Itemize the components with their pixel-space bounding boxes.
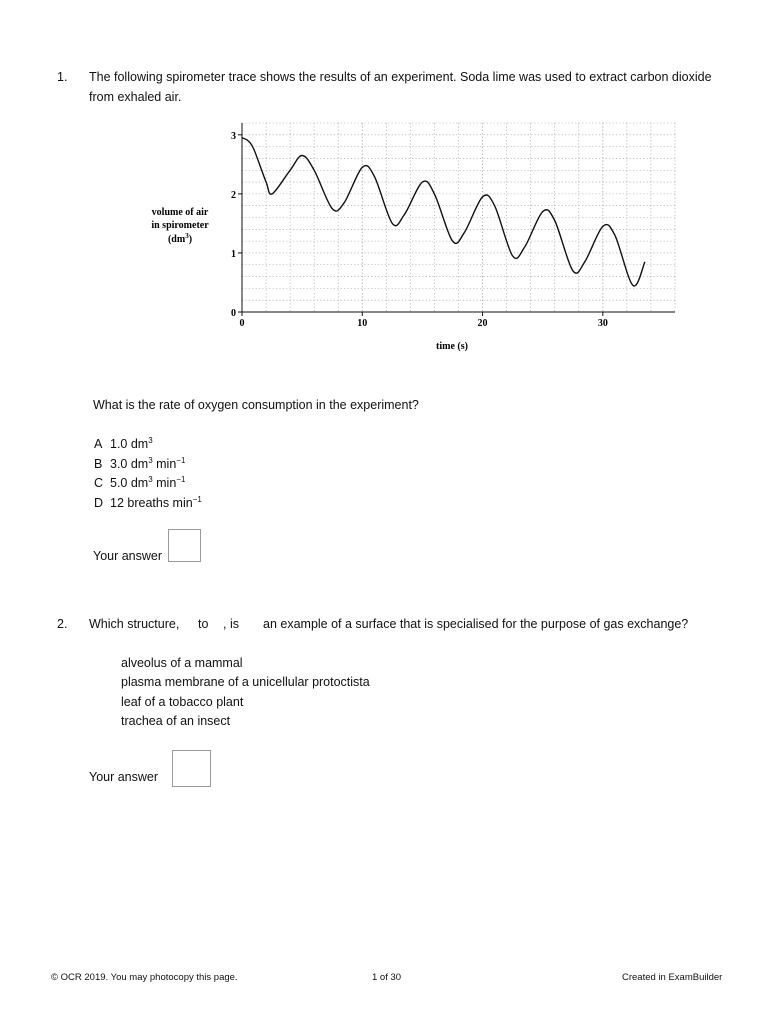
option-letter: C — [94, 476, 104, 490]
option-superscript: 3 — [148, 475, 153, 484]
x-axis-label: time (s) — [436, 341, 468, 352]
y-axis-label — [151, 207, 209, 245]
y-tick-label: 2 — [231, 189, 236, 201]
question-1-answer-box[interactable] — [168, 529, 201, 562]
option-unit: min — [152, 476, 177, 490]
question-1-option-b — [94, 457, 185, 471]
x-tick-label: 30 — [597, 318, 608, 329]
option-superscript: −1 — [176, 456, 186, 465]
chart-ticks — [231, 131, 608, 329]
option-letter: B — [94, 457, 103, 471]
option-value: 5.0 dm — [110, 476, 149, 490]
question-2-answer-box[interactable] — [172, 750, 211, 787]
chart-series — [242, 138, 645, 286]
option-value: 3.0 dm — [110, 457, 149, 471]
option-superscript: 3 — [148, 456, 153, 465]
option-superscript: −1 — [192, 495, 202, 504]
question-1-prompt: What is the rate of oxygen consumption in the experiment? — [93, 398, 419, 412]
option-superscript: 3 — [148, 436, 153, 445]
question-2-option-4: trachea of an insect — [121, 714, 231, 728]
option-letter: D — [94, 496, 104, 510]
question-1-answer-label: Your answer — [93, 549, 163, 563]
footer-credit: Created in ExamBuilder — [622, 972, 723, 983]
question-2-option-1: alveolus of a mammal — [121, 656, 243, 670]
option-letter: A — [94, 437, 103, 451]
x-tick-label: 10 — [357, 318, 368, 329]
question-2-stem-part-4: an example of a surface that is specialised for the purpose of gas exchange? — [263, 617, 689, 631]
spirometer-trace-chart — [130, 115, 690, 365]
y-axis-label-line-2: in spirometer — [151, 220, 209, 231]
question-2-option-3: leaf of a tobacco plant — [121, 695, 244, 709]
question-1-number: 1. — [57, 70, 68, 84]
footer-copyright: © OCR 2019. You may photocopy this page. — [51, 972, 238, 983]
question-2-option-2: plasma membrane of a unicellular protoctista — [121, 675, 370, 689]
option-value: 12 breaths min — [110, 496, 193, 510]
y-axis-label-line-3: $(dm^3)$ — [167, 232, 193, 245]
question-2-stem-part-3: , is — [223, 617, 239, 631]
question-1-option-a — [94, 437, 153, 451]
y-axis-label-line-1: volume of air — [151, 207, 209, 218]
question-2-stem-part-2: to — [198, 617, 209, 631]
question-2-number: 2. — [57, 617, 68, 631]
y-tick-label: 0 — [231, 308, 236, 319]
x-tick-label: 0 — [239, 318, 245, 329]
question-1-stem-line-1: The following spirometer trace shows the results of an experiment. Soda lime was used to extract carbon dioxide — [89, 70, 712, 84]
option-value: 1.0 dm — [110, 437, 149, 451]
y-tick-label: 1 — [231, 248, 236, 260]
question-2-answer-label: Your answer — [89, 770, 159, 784]
question-1-stem-line-2: from exhaled air. — [89, 90, 182, 104]
chart-grid — [242, 123, 675, 312]
option-superscript: −1 — [176, 475, 186, 484]
question-1-option-d — [94, 496, 202, 510]
question-2-stem-part-1: Which structure, — [89, 617, 180, 631]
x-tick-label: 20 — [477, 318, 488, 329]
spirometer-trace-line — [242, 138, 645, 286]
question-1-option-c — [94, 476, 185, 490]
y-tick-label: 3 — [231, 130, 236, 142]
footer-page-number: 1 of 30 — [372, 972, 402, 983]
option-unit: min — [152, 457, 177, 471]
